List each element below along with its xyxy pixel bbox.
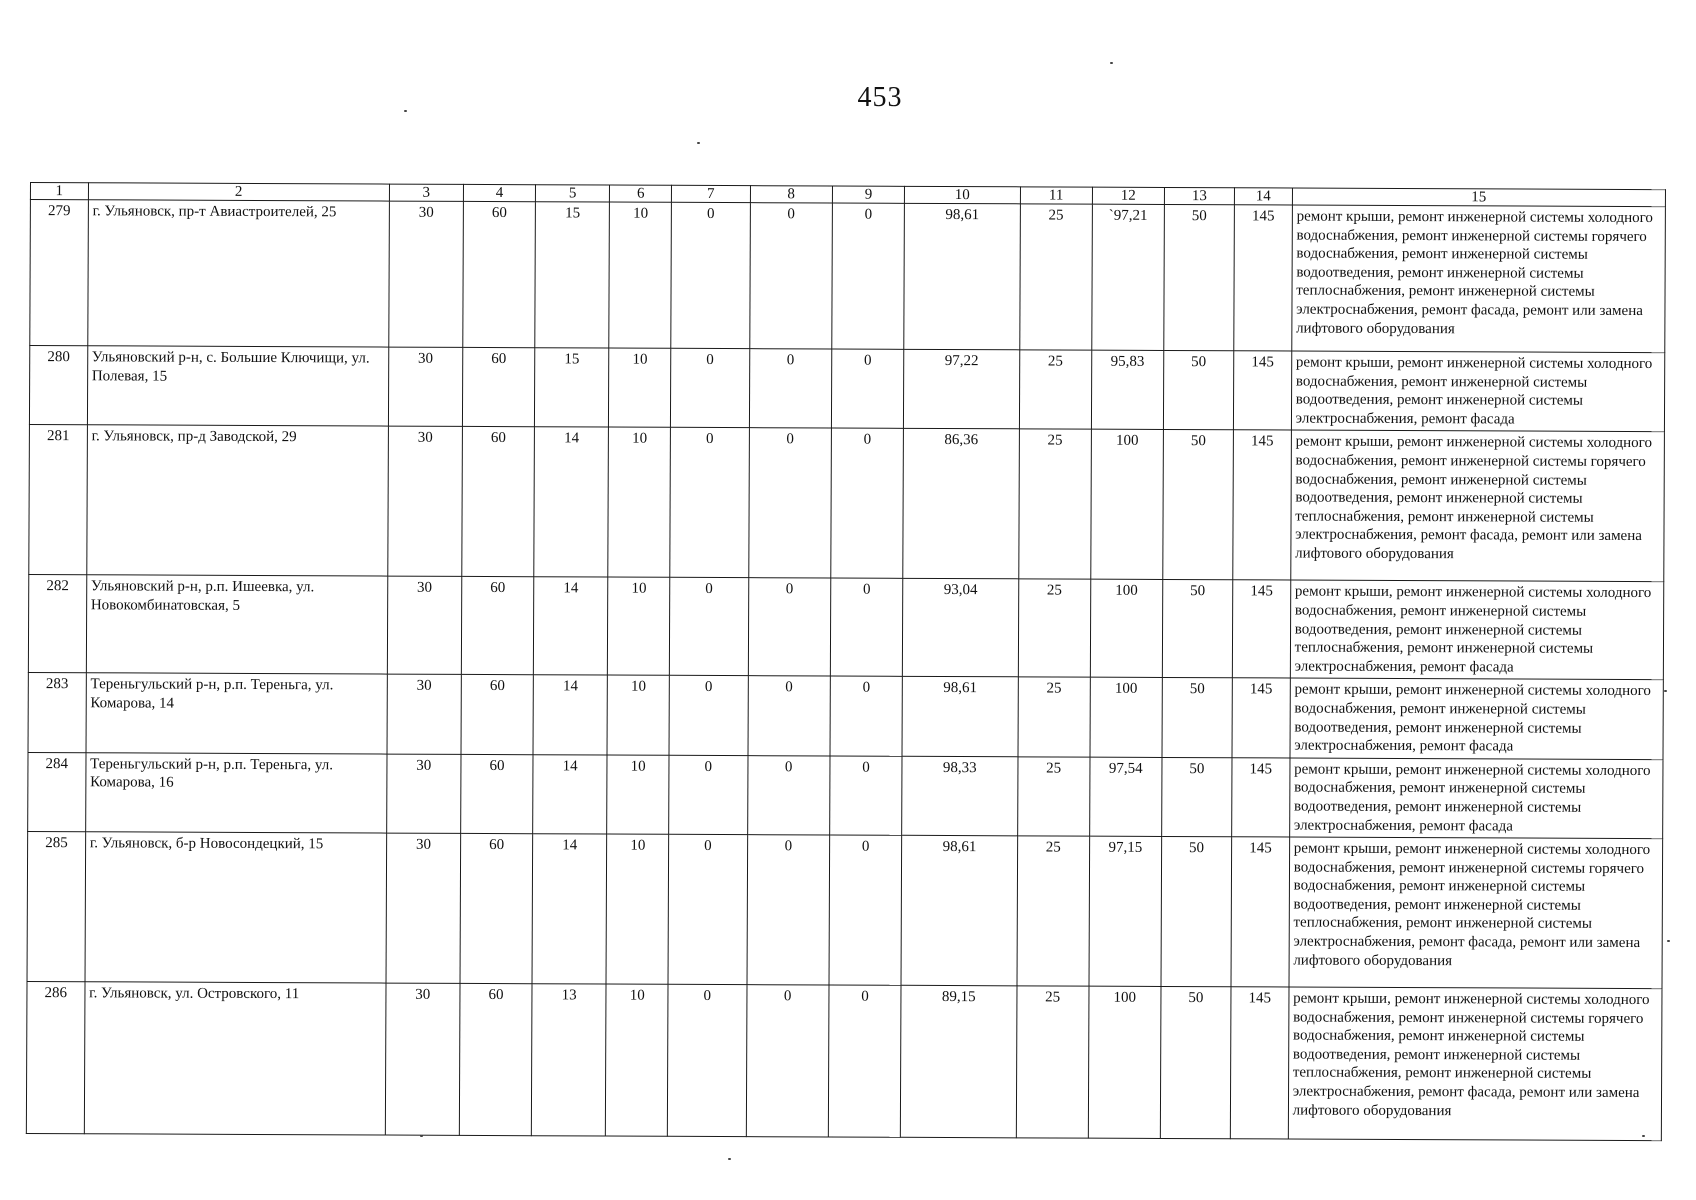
col9-cell: 0 — [830, 578, 903, 676]
column-header: 4 — [463, 184, 535, 201]
col11-cell: 25 — [1017, 836, 1090, 986]
row-number-cell: 283 — [28, 673, 86, 753]
col9-cell: 0 — [831, 349, 904, 429]
col12-cell: `97,21 — [1092, 204, 1165, 350]
column-header: 6 — [610, 185, 672, 202]
row-number-cell: 282 — [28, 575, 86, 673]
scan-speck — [420, 1135, 423, 1137]
col9-cell: 0 — [830, 756, 903, 836]
address-cell: Ульяновский р-н, р.п. Ишеевка, ул. Новокомбинатовская, 5 — [86, 575, 387, 674]
column-header: 14 — [1234, 188, 1292, 205]
column-header: 13 — [1164, 187, 1234, 204]
col11-cell: 25 — [1019, 204, 1092, 350]
scan-speck — [697, 142, 700, 144]
col5-cell: 13 — [531, 984, 606, 1136]
col8-cell: 0 — [748, 578, 831, 676]
col14-cell: 145 — [1231, 837, 1289, 987]
col7-cell: 0 — [668, 834, 747, 984]
col11-cell: 25 — [1018, 579, 1091, 677]
column-header: 12 — [1092, 187, 1164, 204]
row-number-cell: 281 — [29, 425, 87, 575]
col8-cell: 0 — [747, 755, 830, 835]
works-cell: ремонт крыши, ремонт инженерной системы холодного водоснабжения, ремонт инженерной системы водоотведения, ремонт инженерной системы электроснабжения, ремонт фасада — [1289, 758, 1663, 839]
col14-cell: 145 — [1232, 678, 1290, 758]
column-header: 2 — [88, 183, 389, 201]
address-cell: г. Ульяновск, пр-т Авиастроителей, 25 — [88, 200, 390, 347]
col9-cell: 0 — [832, 203, 905, 349]
table-row — [26, 982, 1662, 1141]
col10-cell: 97,22 — [904, 349, 1020, 429]
col7-cell: 0 — [669, 755, 748, 835]
scan-speck — [1110, 62, 1113, 64]
col4-cell: 60 — [459, 983, 532, 1135]
col3-cell: 30 — [385, 983, 460, 1135]
col5-cell: 15 — [535, 202, 610, 348]
col14-cell: 145 — [1230, 987, 1288, 1139]
col13-cell: 50 — [1162, 580, 1233, 678]
col12-cell: 100 — [1091, 430, 1164, 580]
works-cell: ремонт крыши, ремонт инженерной системы холодного водоснабжения, ремонт инженерной системы водоотведения, ремонт инженерной системы теплоснабжения, ремонт инженерной системы электроснабжения, ремонт фасада — [1290, 580, 1664, 680]
col8-cell: 0 — [749, 203, 832, 349]
col3-cell: 30 — [389, 201, 464, 347]
col12-cell: 95,83 — [1091, 350, 1164, 430]
row-number-cell: 285 — [27, 832, 85, 982]
col10-cell: 98,61 — [902, 677, 1018, 757]
col13-cell: 50 — [1160, 987, 1231, 1139]
col8-cell: 0 — [748, 428, 831, 578]
col4-cell: 60 — [462, 427, 535, 577]
col5-cell: 14 — [532, 834, 607, 984]
col11-cell: 25 — [1019, 350, 1092, 430]
col7-cell: 0 — [670, 578, 749, 676]
col10-cell: 89,15 — [900, 985, 1016, 1138]
col13-cell: 50 — [1161, 837, 1232, 987]
table-row — [27, 832, 1663, 989]
works-cell: ремонт крыши, ремонт инженерной системы холодного водоснабжения, ремонт инженерной системы горячего водоснабжения, ремонт инженерной системы водоотведения, ремонт инженерной системы теплоснабжения, ремонт инженерной системы электроснабжения, ремонт фасада, ремонт или замена лифтового оборудования — [1289, 837, 1663, 989]
works-cell: ремонт крыши, ремонт инженерной системы холодного водоснабжения, ремонт инженерной системы горячего водоснабжения, ремонт инженерной системы водоотведения, ремонт инженерной системы теплоснабжения, ремонт инженерной системы электроснабжения, ремонт фасада, ремонт или замена лифтового оборудования — [1291, 205, 1665, 353]
scan-speck — [404, 110, 407, 112]
row-number-cell: 279 — [30, 200, 88, 346]
col5-cell: 14 — [534, 427, 609, 577]
row-number-cell: 286 — [26, 982, 84, 1134]
col3-cell: 30 — [388, 347, 463, 427]
col8-cell: 0 — [748, 676, 831, 756]
col3-cell: 30 — [387, 576, 462, 674]
column-header: 9 — [832, 186, 904, 203]
col8-cell: 0 — [746, 985, 829, 1137]
col6-cell: 10 — [609, 202, 671, 348]
table-row — [30, 200, 1666, 353]
col13-cell: 50 — [1163, 350, 1233, 430]
col10-cell: 98,33 — [902, 756, 1018, 836]
col10-cell: 98,61 — [901, 835, 1017, 986]
col5-cell: 14 — [533, 754, 608, 834]
column-header: 5 — [536, 185, 610, 202]
works-cell: ремонт крыши, ремонт инженерной системы холодного водоснабжения, ремонт инженерной системы горячего водоснабжения, ремонт инженерной системы водоотведения, ремонт инженерной системы теплоснабжения, ремонт инженерной системы электроснабжения, ремонт фасада, ремонт или замена лифтового оборудования — [1288, 987, 1662, 1141]
address-cell: Тереньгульский р-н, р.п. Тереньга, ул. Комарова, 14 — [86, 673, 387, 754]
col4-cell: 60 — [461, 577, 534, 675]
col6-cell: 10 — [606, 834, 668, 984]
column-header: 7 — [672, 185, 750, 202]
col14-cell: 145 — [1232, 757, 1290, 837]
col4-cell: 60 — [461, 675, 534, 755]
col5-cell: 14 — [533, 577, 608, 675]
col13-cell: 50 — [1163, 430, 1234, 580]
address-cell: Ульяновский р-н, с. Большие Ключищи, ул. Полевая, 15 — [87, 346, 388, 427]
col9-cell: 0 — [830, 676, 903, 756]
column-header: 8 — [750, 186, 833, 203]
scan-speck — [1664, 690, 1667, 692]
column-header: 3 — [389, 184, 463, 201]
col6-cell: 10 — [607, 755, 669, 835]
col11-cell: 25 — [1018, 677, 1091, 757]
col14-cell: 145 — [1233, 351, 1291, 431]
col6-cell: 10 — [606, 984, 669, 1136]
col7-cell: 0 — [668, 984, 747, 1136]
address-cell: г. Ульяновск, пр-д Заводской, 29 — [87, 425, 389, 576]
row-number-cell: 280 — [29, 346, 87, 426]
col12-cell: 100 — [1088, 986, 1161, 1138]
col10-cell: 93,04 — [902, 579, 1018, 677]
address-cell: г. Ульяновск, ул. Островского, 11 — [84, 982, 386, 1135]
row-number-cell: 284 — [28, 752, 86, 832]
col5-cell: 15 — [535, 348, 610, 428]
col11-cell: 25 — [1016, 986, 1089, 1138]
scan-speck — [1642, 1135, 1645, 1137]
column-header: 11 — [1020, 187, 1092, 204]
col11-cell: 25 — [1017, 757, 1090, 837]
col14-cell: 145 — [1232, 580, 1290, 678]
col6-cell: 10 — [608, 427, 670, 577]
col10-cell: 98,61 — [904, 203, 1020, 350]
col7-cell: 0 — [671, 202, 750, 348]
col7-cell: 0 — [670, 428, 749, 578]
col14-cell: 145 — [1233, 430, 1291, 580]
works-cell: ремонт крыши, ремонт инженерной системы холодного водоснабжения, ремонт инженерной системы горячего водоснабжения, ремонт инженерной системы водоотведения, ремонт инженерной системы теплоснабжения, ремонт инженерной системы электроснабжения, ремонт фасада, ремонт или замена лифтового оборудования — [1290, 430, 1664, 582]
works-cell: ремонт крыши, ремонт инженерной системы холодного водоснабжения, ремонт инженерной системы водоотведения, ремонт инженерной системы электроснабжения, ремонт фасада — [1291, 351, 1665, 432]
col6-cell: 10 — [608, 577, 670, 675]
col4-cell: 60 — [460, 833, 533, 983]
works-cell: ремонт крыши, ремонт инженерной системы холодного водоснабжения, ремонт инженерной системы водоотведения, ремонт инженерной системы электроснабжения, ремонт фасада — [1290, 678, 1664, 759]
col8-cell: 0 — [749, 349, 832, 429]
col13-cell: 50 — [1164, 204, 1235, 350]
col12-cell: 100 — [1090, 677, 1163, 757]
address-cell: Тереньгульский р-н, р.п. Тереньга, ул. Комарова, 16 — [85, 752, 386, 833]
col12-cell: 100 — [1090, 580, 1163, 678]
col9-cell: 0 — [828, 985, 901, 1137]
col10-cell: 86,36 — [903, 429, 1019, 580]
col7-cell: 0 — [671, 348, 750, 428]
col3-cell: 30 — [388, 426, 463, 576]
col6-cell: 10 — [609, 348, 671, 428]
table-row — [28, 752, 1663, 839]
col3-cell: 30 — [386, 754, 461, 834]
col4-cell: 60 — [461, 754, 534, 834]
col7-cell: 0 — [669, 676, 748, 756]
col11-cell: 25 — [1018, 429, 1091, 579]
col9-cell: 0 — [829, 835, 902, 985]
col6-cell: 10 — [607, 675, 669, 755]
col4-cell: 60 — [462, 347, 535, 427]
col3-cell: 30 — [387, 674, 462, 754]
table-row — [29, 346, 1664, 433]
col12-cell: 97,54 — [1089, 757, 1162, 837]
scan-speck — [1667, 940, 1670, 942]
col13-cell: 50 — [1162, 678, 1232, 758]
col5-cell: 14 — [533, 675, 608, 755]
column-header: 10 — [905, 186, 1021, 204]
repair-register-table — [26, 182, 1666, 1141]
page-number: 453 — [857, 82, 903, 113]
scan-speck — [728, 1158, 731, 1160]
col9-cell: 0 — [831, 428, 904, 578]
table-row — [28, 673, 1663, 760]
col13-cell: 50 — [1162, 757, 1232, 837]
table-row — [28, 575, 1663, 680]
col8-cell: 0 — [747, 835, 830, 985]
col4-cell: 60 — [463, 201, 536, 347]
col3-cell: 30 — [386, 833, 461, 983]
column-header: 1 — [30, 183, 88, 200]
table-row — [29, 425, 1665, 582]
col14-cell: 145 — [1234, 205, 1292, 351]
col12-cell: 97,15 — [1089, 836, 1162, 986]
address-cell: г. Ульяновск, б-р Новосондецкий, 15 — [85, 832, 387, 983]
column-header: 15 — [1292, 188, 1665, 207]
